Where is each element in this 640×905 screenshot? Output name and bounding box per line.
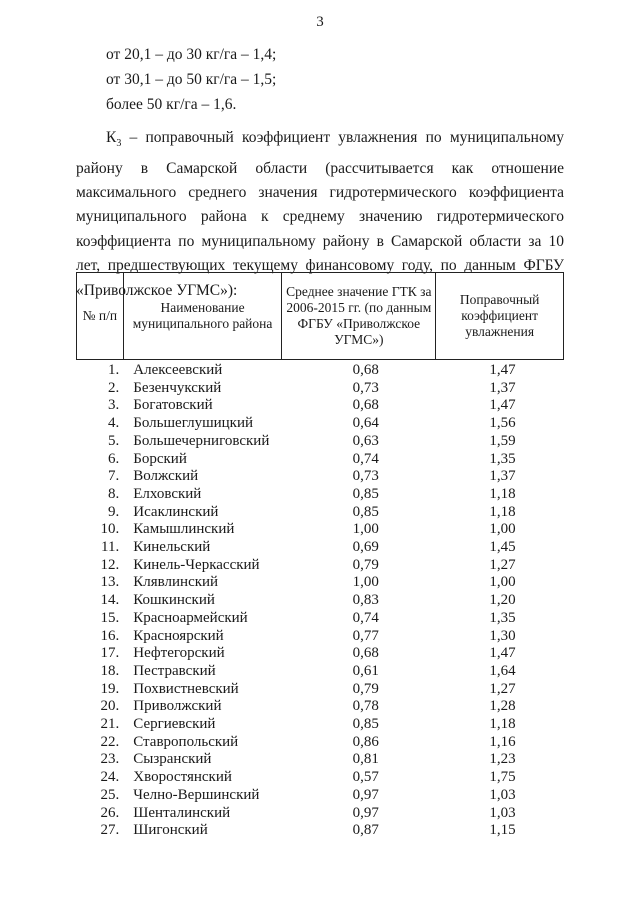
district-name: Красноярский <box>133 627 224 644</box>
page-number: 3 <box>316 14 324 30</box>
gtk-value: 1,00 <box>352 574 379 591</box>
row-number: 26. <box>100 804 120 821</box>
header-name: Наименование муниципального района <box>123 273 282 360</box>
coefficient-value: 1,18 <box>489 716 516 733</box>
district-name: Похвистневский <box>133 680 239 697</box>
table-row <box>76 574 564 592</box>
district-name: Большеглушицкий <box>133 415 254 432</box>
gtk-value: 0,69 <box>352 539 379 556</box>
table-row <box>76 504 564 522</box>
row-number: 17. <box>100 645 120 662</box>
district-name: Ставропольский <box>133 733 239 750</box>
row-number: 22. <box>100 733 120 750</box>
coefficient-value: 1,03 <box>489 804 516 821</box>
table-row <box>76 486 564 504</box>
table-row <box>76 769 564 787</box>
coefficient-value: 1,30 <box>489 627 516 644</box>
district-name: Клявлинский <box>133 574 219 591</box>
table-row <box>76 468 564 486</box>
district-name: Исаклинский <box>133 503 219 520</box>
coefficient-value: 1,16 <box>489 733 516 750</box>
row-number: 16. <box>100 627 120 644</box>
row-number: 5. <box>108 432 120 449</box>
coefficient-value: 1,28 <box>489 698 516 715</box>
district-name: Камышлинский <box>133 521 235 538</box>
coefficient-value: 1,27 <box>489 556 516 573</box>
row-number: 4. <box>108 415 120 432</box>
district-name: Шенталинский <box>133 804 231 821</box>
district-name: Сергиевский <box>133 716 216 733</box>
row-number: 23. <box>100 751 120 768</box>
gtk-value: 0,57 <box>352 769 379 786</box>
row-number: 24. <box>100 769 120 786</box>
coefficient-value: 1,35 <box>489 450 516 467</box>
table-row <box>76 645 564 663</box>
coefficient-value: 1,18 <box>489 503 516 520</box>
coefficient-value: 1,64 <box>489 662 516 679</box>
table-row <box>76 397 564 415</box>
coefficient-symbol: К <box>106 129 117 146</box>
district-name: Хворостянский <box>133 769 232 786</box>
coefficient-value: 1,00 <box>489 574 516 591</box>
table-row <box>76 822 564 840</box>
row-number: 10. <box>100 521 120 538</box>
gtk-value: 1,00 <box>352 521 379 538</box>
coefficient-subscript: 3 <box>116 138 122 150</box>
gtk-value: 0,63 <box>352 432 379 449</box>
coefficient-value: 1,03 <box>489 786 516 803</box>
row-number: 2. <box>108 379 120 396</box>
list-line-3: более 50 кг/га – 1,6. <box>106 96 237 113</box>
table-row <box>76 663 564 681</box>
gtk-value: 0,78 <box>352 698 379 715</box>
coefficient-value: 1,75 <box>489 769 516 786</box>
district-name: Челно-Вершинский <box>133 786 260 803</box>
row-number: 12. <box>100 556 120 573</box>
district-name: Шигонский <box>133 822 208 839</box>
row-number: 6. <box>108 450 120 467</box>
gtk-value: 0,68 <box>352 362 379 378</box>
table-row <box>76 610 564 628</box>
table-row <box>76 716 564 734</box>
row-number: 19. <box>100 680 120 697</box>
district-table <box>76 362 564 840</box>
gtk-value: 0,85 <box>352 503 379 520</box>
table-row <box>76 751 564 769</box>
gtk-value: 0,74 <box>352 450 379 467</box>
coefficient-value: 1,00 <box>489 521 516 538</box>
table-row <box>76 380 564 398</box>
row-number: 14. <box>100 592 120 609</box>
table-row <box>76 539 564 557</box>
coefficient-value: 1,18 <box>489 485 516 502</box>
district-name: Елховский <box>133 485 202 502</box>
table-row <box>76 787 564 805</box>
row-number: 13. <box>100 574 120 591</box>
row-number: 11. <box>101 539 120 556</box>
table-row <box>76 681 564 699</box>
row-number: 27. <box>100 822 120 839</box>
gtk-value: 0,85 <box>352 716 379 733</box>
coefficient-value: 1,47 <box>489 645 516 662</box>
list-line-2: от 30,1 – до 50 кг/га – 1,5; <box>106 71 277 88</box>
gtk-value: 0,73 <box>352 468 379 485</box>
gtk-value: 0,81 <box>352 751 379 768</box>
table-row <box>76 521 564 539</box>
table-header <box>76 272 564 360</box>
district-name: Алексеевский <box>133 362 223 378</box>
district-name: Красноармейский <box>133 609 248 626</box>
coefficient-value: 1,35 <box>489 609 516 626</box>
coefficient-value: 1,56 <box>489 415 516 432</box>
gtk-value: 0,73 <box>352 379 379 396</box>
district-name: Борский <box>133 450 187 467</box>
table-row <box>76 734 564 752</box>
district-name: Волжский <box>133 468 199 485</box>
coefficient-value: 1,27 <box>489 680 516 697</box>
district-name: Сызранский <box>133 751 212 768</box>
gtk-value: 0,68 <box>352 645 379 662</box>
row-number: 25. <box>100 786 120 803</box>
coefficient-text: – поправочный коэффициент увлажнения по муниципальному району в Самарской области (рассчитывается как отношение максимального среднего значения гидротермического коэффициента муниципального района к среднему значению гидротермического коэффициента по муниципальному району в Самарской области за 10 лет, предшествующих текущему финансовому году, по данным ФГБУ «Приволжское УГМС»): <box>76 129 564 299</box>
row-number: 1. <box>108 362 120 378</box>
header-num: № п/п <box>77 273 124 360</box>
row-number: 20. <box>100 698 120 715</box>
row-number: 21. <box>100 716 120 733</box>
gtk-value: 0,83 <box>352 592 379 609</box>
coefficient-value: 1,47 <box>489 362 516 378</box>
gtk-value: 0,74 <box>352 609 379 626</box>
district-name: Пестравский <box>133 662 216 679</box>
header-coef: Поправочный коэффициент увлажнения <box>436 273 564 360</box>
district-name: Богатовский <box>133 397 213 414</box>
district-name: Приволжский <box>133 698 222 715</box>
district-name: Кошкинский <box>133 592 215 609</box>
coefficient-value: 1,45 <box>489 539 516 556</box>
gtk-value: 0,68 <box>352 397 379 414</box>
coefficient-value: 1,59 <box>489 432 516 449</box>
row-number: 8. <box>108 485 120 502</box>
gtk-value: 0,97 <box>352 804 379 821</box>
district-name: Нефтегорский <box>133 645 225 662</box>
table-row <box>76 433 564 451</box>
gtk-value: 0,64 <box>352 415 379 432</box>
gtk-value: 0,97 <box>352 786 379 803</box>
table-row <box>76 628 564 646</box>
coefficient-value: 1,23 <box>489 751 516 768</box>
row-number: 9. <box>108 503 120 520</box>
district-name: Большечерниговский <box>133 432 270 449</box>
gtk-value: 0,79 <box>352 556 379 573</box>
header-gtk: Среднее значение ГТК за 2006-2015 гг. (по данным ФГБУ «Приволжское УГМС») <box>282 273 436 360</box>
gtk-value: 0,86 <box>352 733 379 750</box>
coefficient-value: 1,15 <box>489 822 516 839</box>
table-row <box>76 557 564 575</box>
table-row <box>76 415 564 433</box>
table-row <box>76 698 564 716</box>
gtk-value: 0,87 <box>352 822 379 839</box>
district-name: Безенчукский <box>133 379 222 396</box>
district-name: Кинельский <box>133 539 211 556</box>
gtk-value: 0,85 <box>352 485 379 502</box>
row-number: 3. <box>108 397 120 414</box>
gtk-value: 0,61 <box>352 662 379 679</box>
row-number: 7. <box>108 468 120 485</box>
coefficient-value: 1,37 <box>489 379 516 396</box>
district-name: Кинель-Черкасский <box>133 556 260 573</box>
gtk-value: 0,77 <box>352 627 379 644</box>
row-number: 15. <box>100 609 120 626</box>
coefficient-value: 1,20 <box>489 592 516 609</box>
coefficient-value: 1,47 <box>489 397 516 414</box>
list-line-1: от 20,1 – до 30 кг/га – 1,4; <box>106 46 277 63</box>
row-number: 18. <box>100 662 120 679</box>
gtk-value: 0,79 <box>352 680 379 697</box>
table-row <box>76 805 564 823</box>
table-row <box>76 451 564 469</box>
table-row <box>76 362 564 380</box>
table-row <box>76 592 564 610</box>
coefficient-value: 1,37 <box>489 468 516 485</box>
